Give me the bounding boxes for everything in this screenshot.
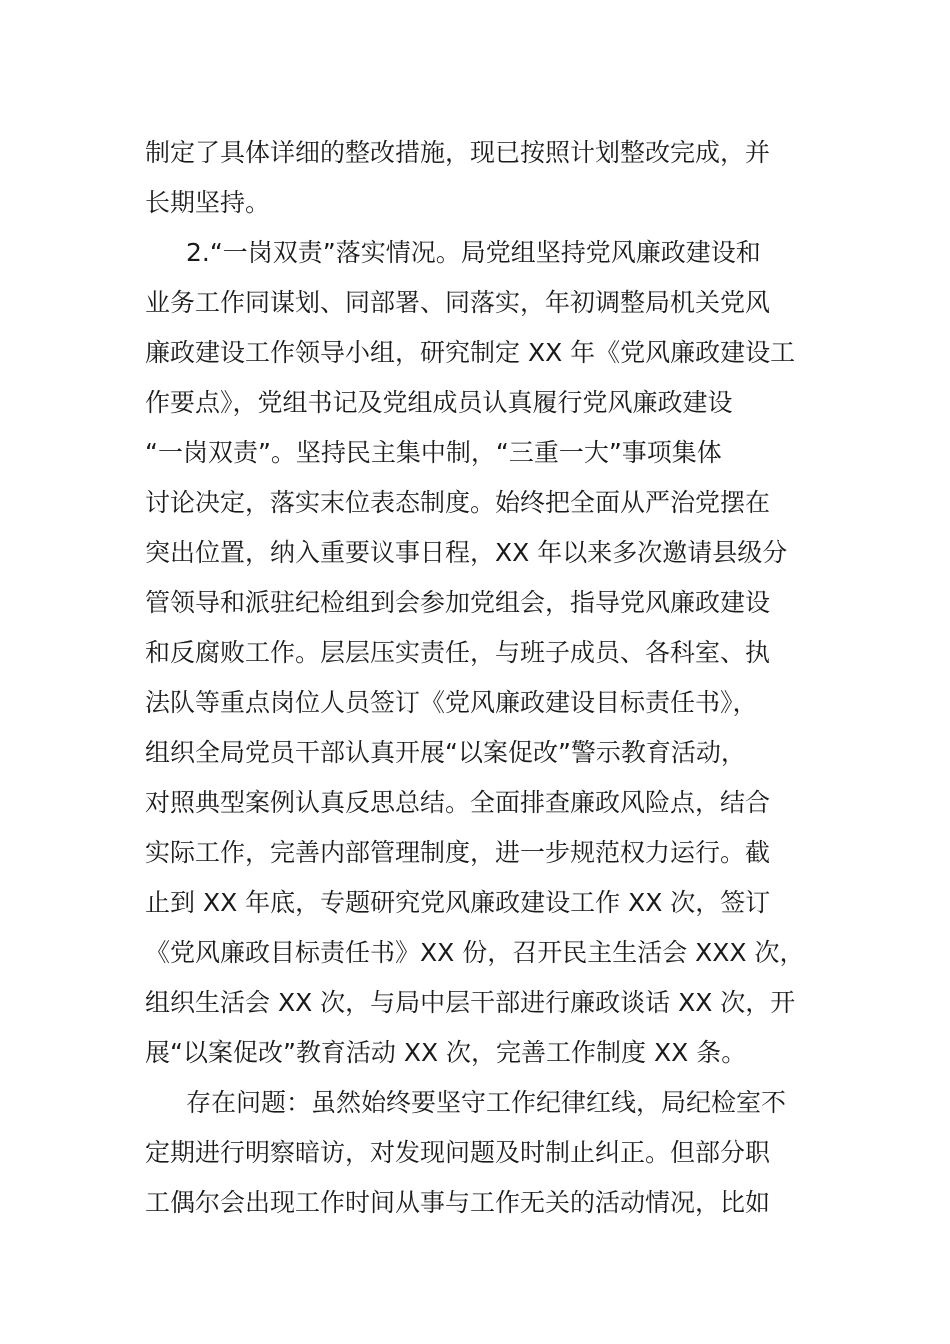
text-line: 对照典型案例认真反思总结。全面排查廉政风险点，结合 <box>145 788 771 817</box>
paragraph-first-line: 2.“一岗双责”落实情况。局党组坚持党风廉政建设和 <box>186 238 761 267</box>
text-line: 实际工作，完善内部管理制度，进一步规范权力运行。截 <box>145 838 771 867</box>
text-line: “一岗双责”。坚持民主集中制，“三重一大”事项集体 <box>145 438 722 467</box>
text-line: 组织生活会 XX 次，与局中层干部进行廉政谈话 XX 次，开 <box>145 988 796 1017</box>
text-line: 突出位置，纳入重要议事日程，XX 年以来多次邀请县级分 <box>145 538 788 567</box>
text-line: 长期坚持。 <box>145 188 271 217</box>
text-line: 讨论决定，落实末位表态制度。始终把全面从严治党摆在 <box>145 488 771 517</box>
text-line: 作要点》，党组书记及党组成员认真履行党风廉政建设 <box>145 388 733 417</box>
text-line: 和反腐败工作。层层压实责任，与班子成员、各科室、执 <box>145 638 771 667</box>
text-line: 组织全局党员干部认真开展“以案促改”警示教育活动， <box>145 738 746 767</box>
text-line: 法队等重点岗位人员签订《党风廉政建设目标责任书》， <box>145 688 758 717</box>
text-line: 止到 XX 年底，专题研究党风廉政建设工作 XX 次，签订 <box>145 888 771 917</box>
text-line: 廉政建设工作领导小组，研究制定 XX 年《党风廉政建设工 <box>145 338 796 367</box>
text-line: 定期进行明察暗访，对发现问题及时制止纠正。但部分职 <box>145 1138 771 1167</box>
paragraph-first-line: 存在问题：虽然始终要坚守工作纪律红线，局纪检室不 <box>186 1088 787 1117</box>
text-line: 制定了具体详细的整改措施，现已按照计划整改完成，并 <box>145 138 771 167</box>
text-line: 展“以案促改”教育活动 XX 次，完善工作制度 XX 条。 <box>145 1038 747 1067</box>
text-line: 业务工作同谋划、同部署、同落实，年初调整局机关党风 <box>145 288 771 317</box>
text-line: 管领导和派驻纪检组到会参加党组会，指导党风廉政建设 <box>145 588 771 617</box>
text-line: 《党风廉政目标责任书》XX 份，召开民主生活会 XXX 次， <box>145 938 805 967</box>
text-line: 工偶尔会出现工作时间从事与工作无关的活动情况，比如 <box>145 1188 771 1217</box>
